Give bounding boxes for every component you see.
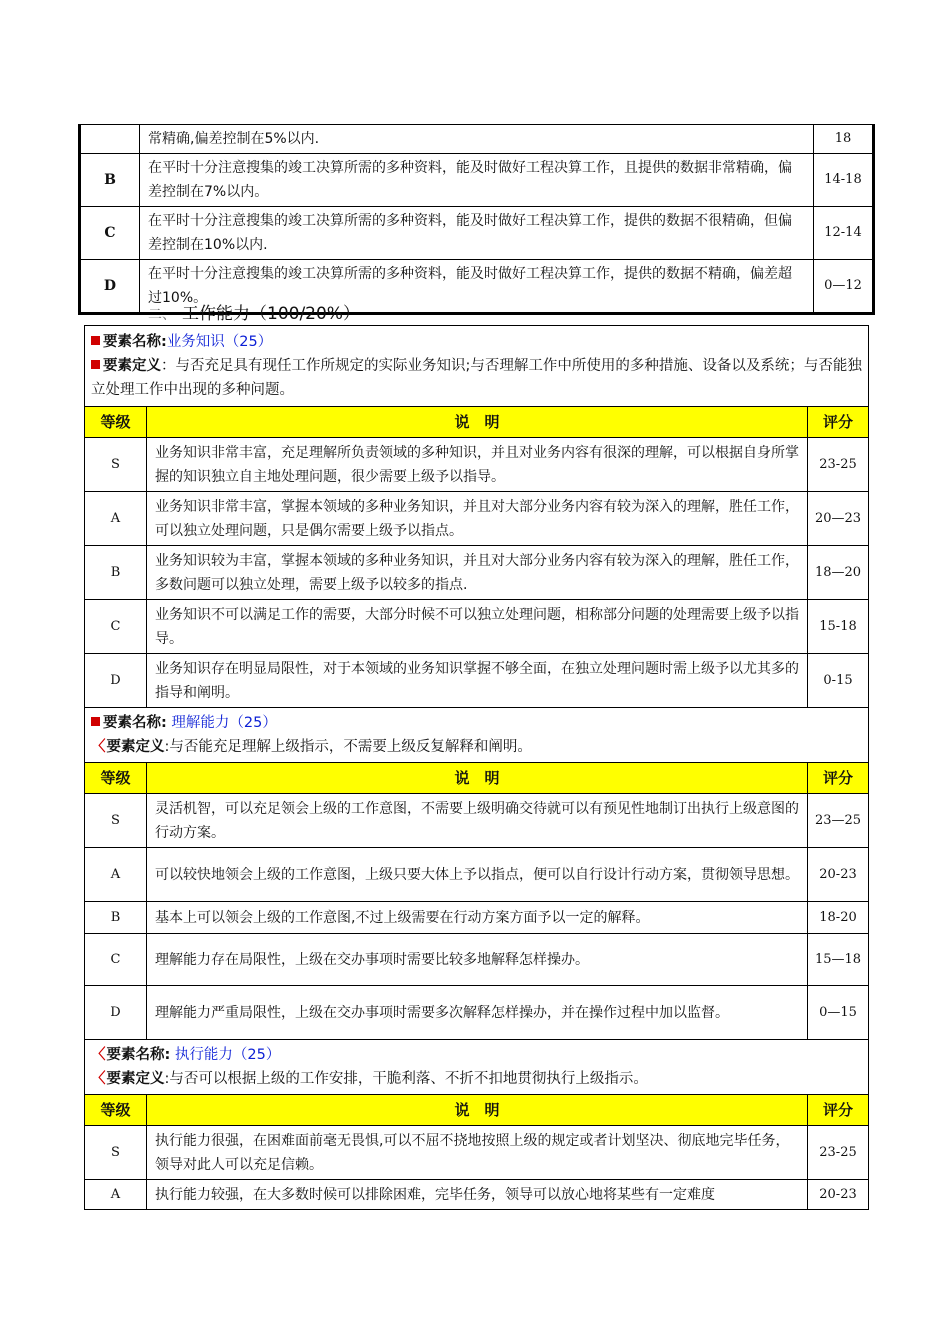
table-row [85,934,869,986]
grade-cell: D [80,260,140,314]
description-cell: 执行能力较强，在大多数时候可以排除困难，完毕任务，领导可以放心地将某些有一定难度 [147,1180,808,1210]
factor-name: 业务知识（25） [166,334,273,350]
red-bracket-icon: 〈 [91,1047,106,1063]
score-cell: 12-14 [814,207,874,260]
table-row [85,492,869,546]
factor-name: 执行能力（25） [170,1047,281,1063]
grade-cell: C [85,934,147,986]
table-row [85,848,869,902]
factor-definition: ：与否充足具有现任工作所规定的实际业务知识;与否理解工作中所使用的多种措施、设备以及系统；与否能独立处理工作中出现的多种问题。 [91,358,862,398]
score-cell: 14-18 [814,154,874,207]
table-header-row [85,1095,869,1126]
header-description: 说 明 [147,1095,808,1126]
description-cell: 基本上可以领会上级的工作意图,不过上级需要在行动方案方面予以一定的解释。 [147,902,808,934]
score-cell: 23-25 [808,438,869,492]
table-row [85,600,869,654]
table-row [85,546,869,600]
description-cell: 业务知识较为丰富，掌握本领域的多种业务知识，并且对大部分业务内容有较为深入的理解，胜任工作，多数问题可以独立处理，需要上级予以较多的指点. [147,546,808,600]
header-grade: 等级 [85,407,147,438]
score-cell: 18 [814,125,874,154]
factor-definition: :与否能充足理解上级指示，不需要上级反复解释和阐明。 [164,739,532,755]
factor-definition-label: 要素定义 [103,358,161,374]
header-grade: 等级 [85,763,147,794]
table-row [85,986,869,1040]
description-cell: 灵活机智，可以充足领会上级的工作意图，不需要上级明确交待就可以有预见性地制订出执行上级意图的行动方案。 [147,794,808,848]
score-cell: 15—18 [808,934,869,986]
red-square-icon [91,360,100,369]
grade-cell: C [80,207,140,260]
grade-cell: A [85,492,147,546]
factor-definition-line [91,735,862,759]
table-row [80,125,874,154]
red-bracket-icon: 〈 [91,1071,106,1087]
header-score: 评分 [808,763,869,794]
score-cell: 0—12 [814,260,874,314]
description-cell: 业务知识存在明显局限性，对于本领域的业务知识掌握不够全面，在独立处理问题时需上级予以尤其多的指导和阐明。 [147,654,808,708]
grade-cell: D [85,654,147,708]
table-row [85,1126,869,1180]
description-cell: 业务知识不可以满足工作的需要，大部分时候不可以独立处理问题，相称部分问题的处理需要上级予以指导。 [147,600,808,654]
section-number: 二、 [148,307,176,323]
ability-evaluation-table [84,325,869,1210]
factor-info-row [85,1040,869,1095]
header-score: 评分 [808,1095,869,1126]
factor-info-row [85,326,869,407]
score-cell: 23-25 [808,1126,869,1180]
factor-name-label: 要素名称: [106,1047,171,1063]
table-row [85,438,869,492]
table-row [80,207,874,260]
top-continuation-table [78,124,875,315]
grade-cell: B [85,546,147,600]
grade-cell: D [85,986,147,1040]
section-heading [148,303,360,326]
section-title: 工作能力（100/20%） [182,304,360,324]
red-square-icon [91,336,100,345]
grade-cell: B [85,902,147,934]
factor-definition-label: 要素定义 [106,1071,165,1087]
table-row [85,902,869,934]
table-row [85,1180,869,1210]
description-cell: 执行能力很强，在困难面前毫无畏惧,可以不屈不挠地按照上级的规定或者计划坚决、彻底地完毕任务，领导对此人可以充足信赖。 [147,1126,808,1180]
factor-name-line [91,1043,862,1067]
description-cell: 理解能力严重局限性，上级在交办事项时需要多次解释怎样操办，并在操作过程中加以监督。 [147,986,808,1040]
description-cell: 业务知识非常丰富，充足理解所负责领域的多种知识，并且对业务内容有很深的理解，可以根据自身所掌握的知识独立自主地处理问题，很少需要上级予以指导。 [147,438,808,492]
grade-cell [80,125,140,154]
red-square-icon [91,717,100,726]
factor-name-line [91,711,862,735]
header-grade: 等级 [85,1095,147,1126]
table-row [85,794,869,848]
table-row [85,654,869,708]
description-cell: 在平时十分注意搜集的竣工决算所需的多种资料，能及时做好工程决算工作，提供的数据不精确，偏差超过10%。 [140,260,814,314]
grade-cell: S [85,1126,147,1180]
table-row [80,154,874,207]
grade-cell: S [85,794,147,848]
score-cell: 15-18 [808,600,869,654]
description-cell: 常精确,偏差控制在5%以内. [140,125,814,154]
description-cell: 可以较快地领会上级的工作意图，上级只要大体上予以指点，便可以自行设计行动方案，贯彻领导思想。 [147,848,808,902]
table-header-row [85,407,869,438]
table-header-row [85,763,869,794]
factor-definition-label: 要素定义 [106,739,165,755]
score-cell: 0-15 [808,654,869,708]
description-cell: 在平时十分注意搜集的竣工决算所需的多种资料，能及时做好工程决算工作，提供的数据不很精确，但偏差控制在10%以内. [140,207,814,260]
header-description: 说 明 [147,407,808,438]
grade-cell: C [85,600,147,654]
description-cell: 理解能力存在局限性，上级在交办事项时需要比较多地解释怎样操办。 [147,934,808,986]
score-cell: 0—15 [808,986,869,1040]
factor-definition: :与否可以根据上级的工作安排，干脆利落、不折不扣地贯彻执行上级指示。 [164,1071,648,1087]
header-score: 评分 [808,407,869,438]
description-cell: 业务知识非常丰富，掌握本领域的多种业务知识，并且对大部分业务内容有较为深入的理解，胜任工作，可以独立处理问题，只是偶尔需要上级予以指点。 [147,492,808,546]
factor-definition-line [91,1067,862,1091]
factor-name: 理解能力（25） [166,715,277,731]
factor-name-line [91,330,862,354]
score-cell: 20-23 [808,1180,869,1210]
factor-name-label: 要素名称: [103,334,167,350]
factor-name-label: 要素名称: [103,715,167,731]
grade-cell: B [80,154,140,207]
grade-cell: A [85,1180,147,1210]
score-cell: 20—23 [808,492,869,546]
score-cell: 18—20 [808,546,869,600]
score-cell: 18-20 [808,902,869,934]
header-description: 说 明 [147,763,808,794]
grade-cell: S [85,438,147,492]
factor-info-row [85,708,869,763]
score-cell: 23—25 [808,794,869,848]
factor-info [85,708,869,763]
factor-info [85,1040,869,1095]
factor-definition-line [91,354,862,402]
grade-cell: A [85,848,147,902]
score-cell: 20-23 [808,848,869,902]
description-cell: 在平时十分注意搜集的竣工决算所需的多种资料，能及时做好工程决算工作，且提供的数据非常精确，偏差控制在7%以内。 [140,154,814,207]
red-bracket-icon: 〈 [91,739,106,755]
factor-info [85,326,869,407]
